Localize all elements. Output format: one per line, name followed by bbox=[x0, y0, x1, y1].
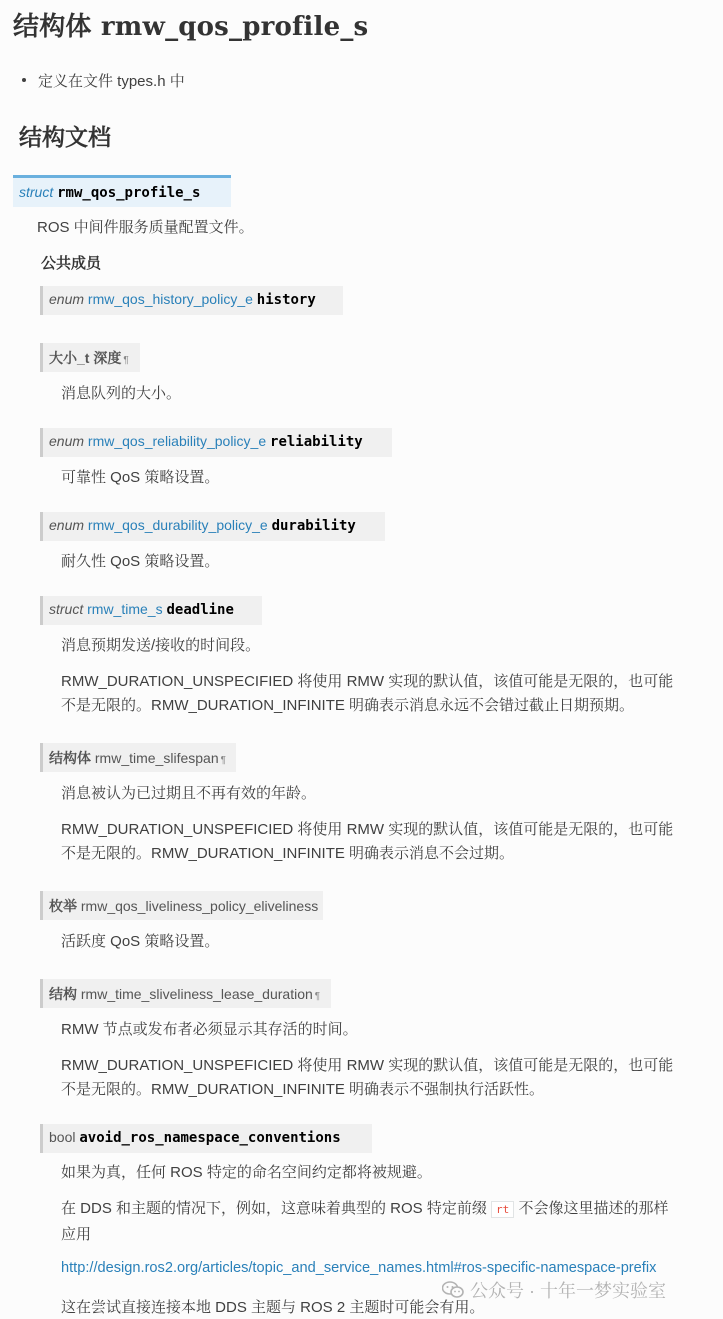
deadline-note-line2: 不是无限的。RMW_DURATION_INFINITE 明确表示消息永远不会错过截止日期预期。 bbox=[61, 697, 635, 714]
defined-in-item bbox=[22, 70, 185, 91]
lifespan-note-line1: RMW_DURATION_UNSPEFICIED 将使用 RMW 实现的默认值，该值可能是无限的，也可能 bbox=[61, 821, 674, 838]
member-depth-signature bbox=[40, 343, 140, 372]
watermark-text: 公众号 · 十年一梦实验室 bbox=[470, 1281, 666, 1301]
reliability-keyword: enum bbox=[49, 433, 85, 449]
reliability-description: 可靠性 QoS 策略设置。 bbox=[61, 469, 220, 486]
member-history-signature bbox=[40, 286, 343, 315]
member-avoid-signature bbox=[40, 1124, 372, 1153]
depth-label: 大小_t 深度 bbox=[49, 350, 122, 366]
reliability-type-link[interactable]: rmw_qos_reliability_policy_e bbox=[87, 433, 267, 449]
member-durability-signature bbox=[40, 512, 385, 541]
member-deadline-signature bbox=[40, 596, 262, 625]
member-liveliness-signature bbox=[40, 891, 323, 920]
liveliness-description: 活跃度 QoS 策略设置。 bbox=[61, 933, 220, 950]
liveliness-keyword: 枚举 bbox=[49, 898, 77, 914]
struct-name: rmw_qos_profile_s bbox=[57, 185, 201, 201]
bullet-dot bbox=[22, 78, 26, 82]
member-reliability-signature bbox=[40, 428, 392, 457]
lease-note-line2: 不是无限的。RMW_DURATION_INFINITE 明确表示不强制执行活跃性。 bbox=[61, 1081, 545, 1098]
struct-keyword: struct bbox=[19, 184, 54, 200]
defined-in-text: 定义在文件 types.h 中 bbox=[38, 73, 185, 90]
deadline-keyword: struct bbox=[49, 601, 84, 617]
history-keyword: enum bbox=[49, 291, 85, 307]
struct-description: ROS 中间件服务质量配置文件。 bbox=[37, 219, 254, 236]
lease-permalink-icon[interactable]: ¶ bbox=[314, 991, 321, 1002]
wechat-icon bbox=[442, 1281, 464, 1304]
deadline-note-line1: RMW_DURATION_UNSPECIFIED 将使用 RMW 实现的默认值，该值可能是无限的，也可能 bbox=[61, 673, 674, 690]
reliability-name: reliability bbox=[270, 434, 363, 450]
avoid-note-line1 bbox=[61, 1197, 668, 1218]
watermark bbox=[442, 1277, 666, 1304]
lifespan-keyword: 结构体 bbox=[49, 750, 91, 766]
members-heading: 公共成员 bbox=[41, 255, 102, 272]
depth-permalink-icon[interactable]: ¶ bbox=[123, 355, 129, 366]
deadline-type-link[interactable]: rmw_time_s bbox=[87, 601, 163, 617]
struct-signature bbox=[13, 175, 231, 207]
section-heading: 结构文档 bbox=[19, 125, 111, 151]
title-struct-name: rmw_qos_profile_s bbox=[100, 12, 369, 42]
member-lifespan-signature bbox=[40, 743, 236, 772]
avoid-note-final: 这在尝试直接连接本地 DDS 主题与 ROS 2 主题时可能会有用。 bbox=[61, 1299, 485, 1316]
lifespan-permalink-icon[interactable]: ¶ bbox=[220, 755, 226, 766]
avoid-note-text: 在 DDS 和主题的情况下，例如，这意味着典型的 ROS 特定前缀 bbox=[61, 1200, 487, 1217]
avoid-description: 如果为真，任何 ROS 特定的命名空间约定都将被规避。 bbox=[61, 1164, 432, 1181]
depth-description: 消息队列的大小。 bbox=[61, 385, 182, 402]
lease-description: RMW 节点或发布者必须显示其存活的时间。 bbox=[61, 1021, 358, 1038]
avoid-note-line2: 应用 bbox=[61, 1226, 92, 1243]
avoid-keyword: bool bbox=[49, 1129, 76, 1145]
deadline-name: deadline bbox=[166, 602, 234, 618]
lifespan-name: rmw_time_slifespan bbox=[94, 750, 219, 766]
prefix-code: rt bbox=[491, 1201, 514, 1218]
durability-keyword: enum bbox=[49, 517, 85, 533]
durability-name: durability bbox=[271, 518, 356, 534]
lease-keyword: 结构 bbox=[49, 986, 77, 1002]
lifespan-note-line2: 不是无限的。RMW_DURATION_INFINITE 明确表示消息不会过期。 bbox=[61, 845, 515, 862]
namespace-url-link[interactable]: http://design.ros2.org/articles/topic_and_service_names.html#ros-specific-namespace-prefix bbox=[61, 1260, 657, 1276]
deadline-description: 消息预期发送/接收的时间段。 bbox=[61, 637, 261, 654]
avoid-name: avoid_ros_namespace_conventions bbox=[79, 1130, 341, 1146]
lease-name: rmw_time_sliveliness_lease_duration bbox=[80, 986, 313, 1002]
lifespan-description: 消息被认为已过期且不再有效的年龄。 bbox=[61, 785, 317, 802]
lease-note-line1: RMW_DURATION_UNSPEFICIED 将使用 RMW 实现的默认值，该值可能是无限的，也可能 bbox=[61, 1057, 674, 1074]
durability-type-link[interactable]: rmw_qos_durability_policy_e bbox=[87, 517, 268, 533]
durability-description: 耐久性 QoS 策略设置。 bbox=[61, 553, 220, 570]
member-lease-signature bbox=[40, 979, 331, 1008]
liveliness-name: rmw_qos_liveliness_policy_eliveliness bbox=[80, 898, 319, 914]
page-title bbox=[13, 6, 368, 43]
avoid-note-text-end: 不会像这里描述的那样 bbox=[518, 1200, 669, 1217]
history-name: history bbox=[256, 292, 316, 308]
history-type-link[interactable]: rmw_qos_history_policy_e bbox=[87, 291, 253, 307]
title-prefix: 结构体 bbox=[13, 12, 92, 42]
